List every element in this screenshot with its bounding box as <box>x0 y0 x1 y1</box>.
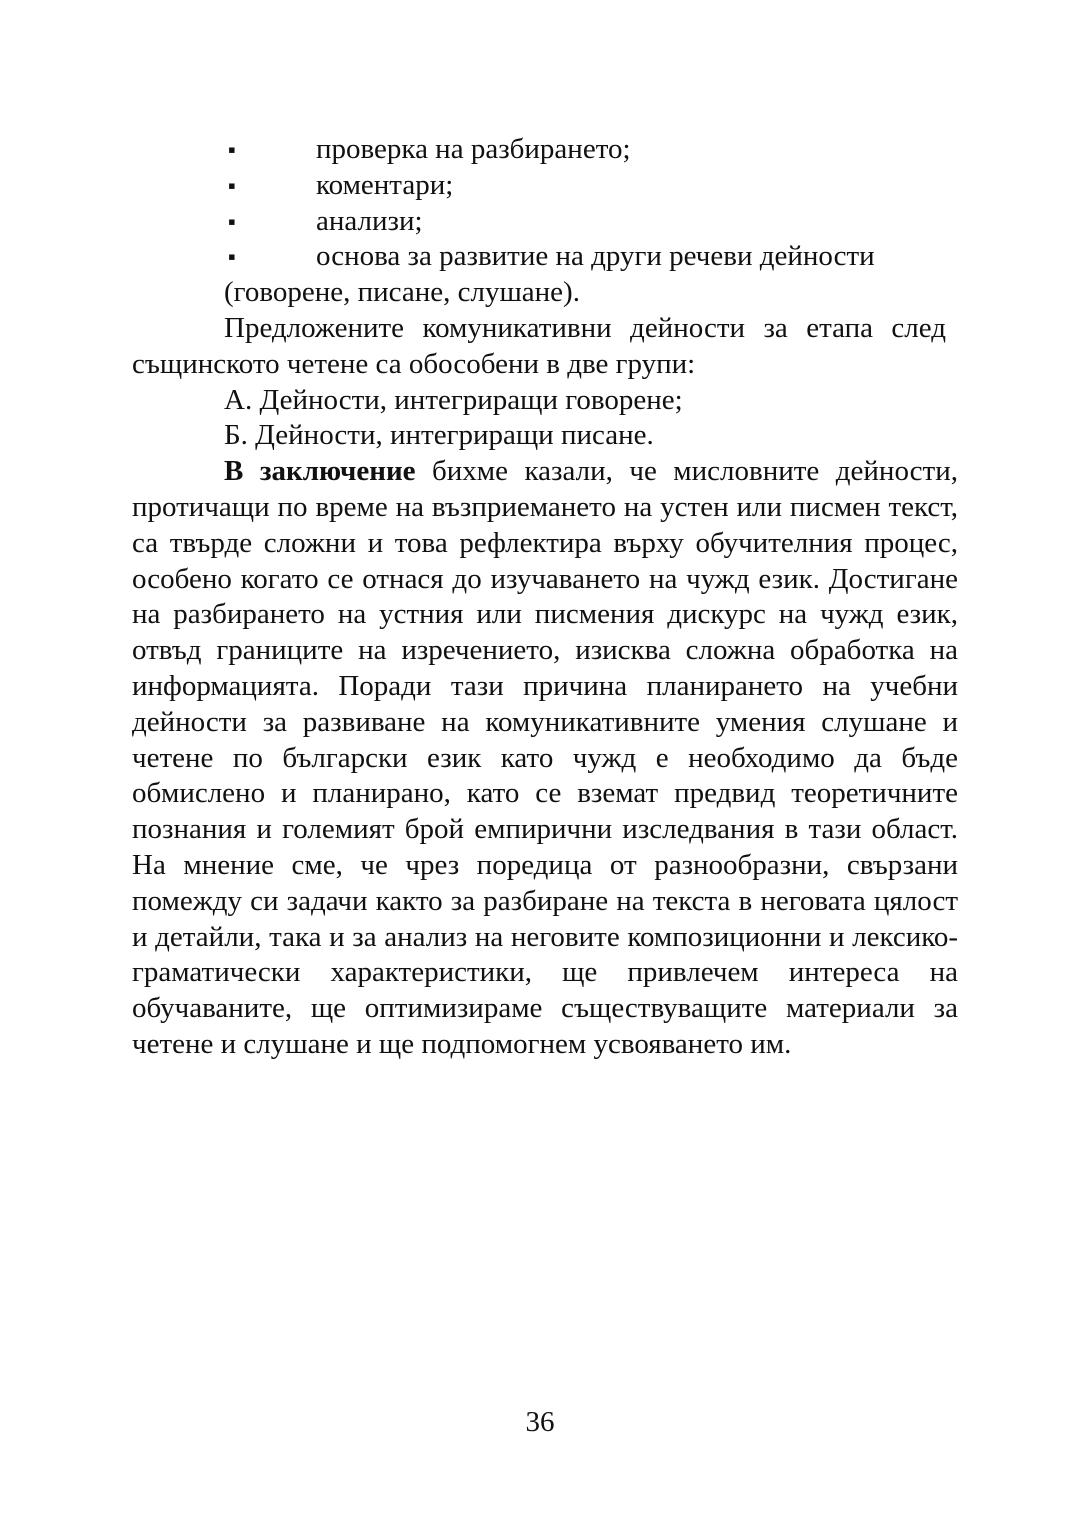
page-number: 36 <box>525 1406 555 1438</box>
list-item <box>132 204 946 240</box>
list-item <box>132 132 946 168</box>
square-bullet-icon: ▪ <box>228 208 236 234</box>
conclusion-lead: В заключение <box>224 455 416 488</box>
square-bullet-icon: ▪ <box>228 244 236 270</box>
square-bullet-icon: ▪ <box>228 172 236 198</box>
group-b-line: Б. Дейности, интегриращи писане. <box>224 419 654 452</box>
list-item-text: анализи; <box>316 204 423 237</box>
conclusion-body: бихме казали, че мисловните дейности, протичащи по време на възприемането на устен или писмен текст, са твърде сложни и това рефлектира върху обучителния процес, особено когато се отнася до изучаването на чужд език. Достигане на разбирането на устния или писмения дискурс на чужд език, отвъд границите на изречението, изисква сложна обработка на информацията. Поради тази причина планирането на учебни дейности за развиване на комуникативните умения слушане и четене по български език като чужд е необходимо да бъде обмислено и планирано, като се вземат предвид теоретичните познания и големият брой емпирични изследвания в тази област. На мнение сме, че чрез поредица от разнообразни, свързани помежду си задачи както за разбиране на текста в неговата цялост и детайли, така и за анализ на неговите композиционни и лексико-граматически характеристики, ще привлечем интереса на обучаваните, ще оптимизираме съществуващите материали за четене и слушане и ще подпомогнем усвояването им. <box>132 455 958 1060</box>
list-item <box>132 168 946 204</box>
bullet-list <box>132 132 958 311</box>
conclusion-paragraph <box>132 454 958 1063</box>
list-item-text: коментари; <box>316 168 454 201</box>
group-a-line: А. Дейности, интегриращи говорене; <box>224 383 683 416</box>
list-item <box>132 239 946 311</box>
intro-paragraph: Предложените комуникативни дейности за етапа след същинското четене са обособени в две групи: <box>132 311 946 380</box>
list-item-text: основа за развитие на други речеви дейности <box>316 240 875 273</box>
list-item-text: проверка на разбирането; <box>316 133 631 165</box>
page-body <box>132 132 958 1063</box>
square-bullet-icon: ▪ <box>228 137 236 162</box>
list-item-continuation: (говорене, писане, слушане). <box>224 276 580 309</box>
